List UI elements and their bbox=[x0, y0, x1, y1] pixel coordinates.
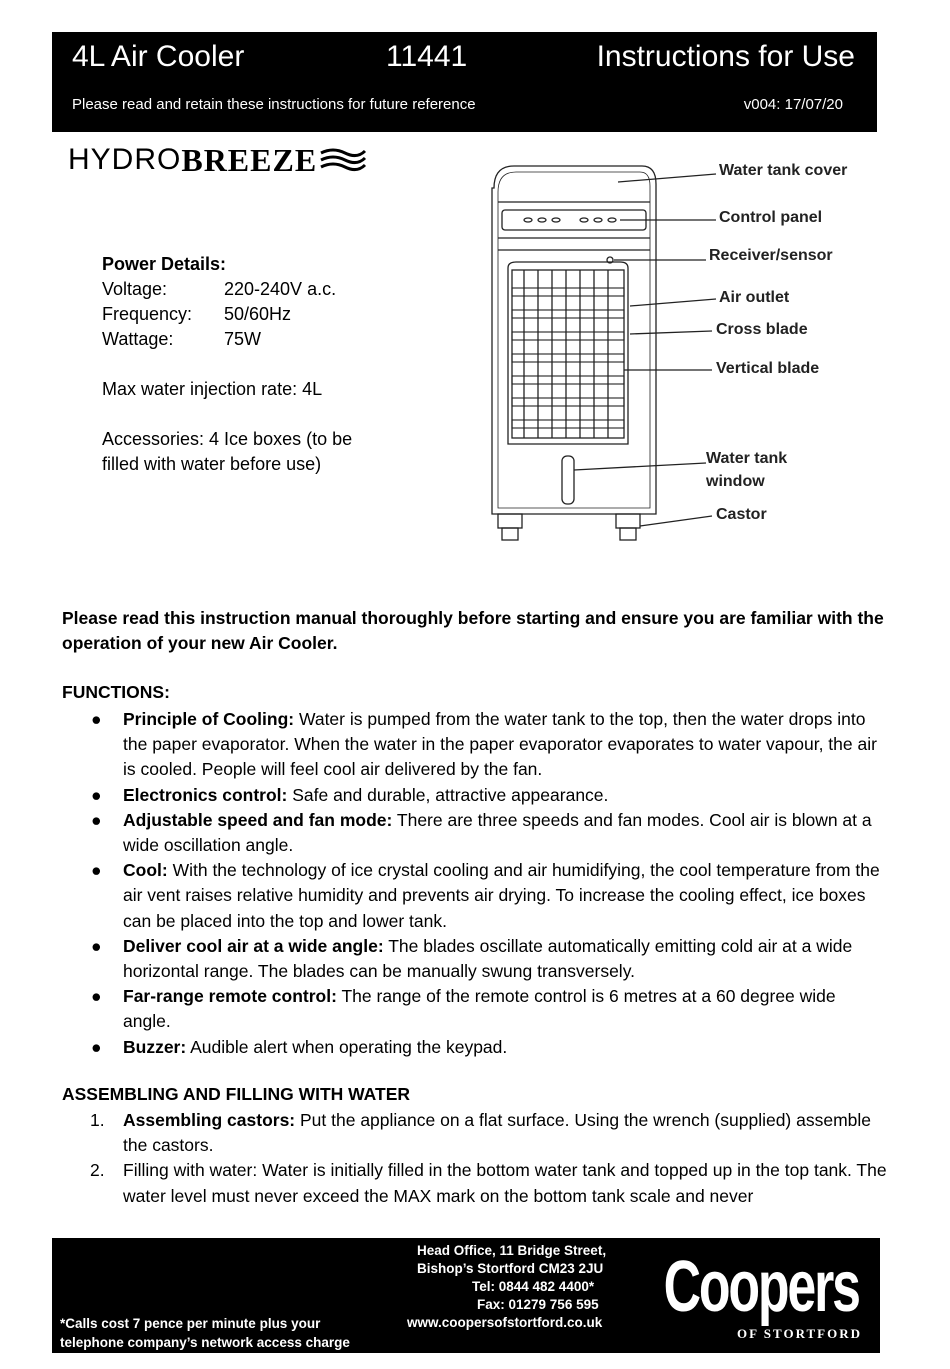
version-label: v004: 17/07/20 bbox=[743, 96, 843, 113]
header-bar bbox=[52, 32, 877, 132]
power-label: Frequency: bbox=[102, 304, 193, 324]
instructions-title: Instructions for Use bbox=[596, 40, 855, 73]
item-text: Audible alert when operating the keypad. bbox=[186, 1036, 508, 1057]
coopers-logo bbox=[630, 1242, 870, 1341]
intro-paragraph: Please read this instruction manual thoroughly before starting and ensure you are familiar with the operation of your new Air Cooler. bbox=[62, 608, 884, 653]
callout-water-tank-window-2: window bbox=[706, 473, 765, 490]
callout-air-outlet: Air outlet bbox=[719, 289, 790, 306]
hydrobreeze-logo bbox=[68, 140, 367, 180]
item-text: With the technology of ice crystal cooling and air humidifying, the cool temperature from the air vent raises relative humidity and prevents air drying. To increase the cooling effect, ice boxes can be placed into the top and lower tank. bbox=[123, 860, 880, 931]
item-title: Buzzer: bbox=[123, 1036, 187, 1057]
power-heading: Power Details: bbox=[102, 254, 227, 274]
head-office-address bbox=[407, 1242, 607, 1332]
call-cost-note bbox=[60, 1314, 350, 1352]
bullet-icon: ● bbox=[91, 809, 102, 830]
power-details bbox=[102, 252, 352, 477]
assembling-heading: ASSEMBLING AND FILLING WITH WATER bbox=[62, 1084, 411, 1104]
step-number: 1. bbox=[90, 1110, 105, 1130]
step-title: Assembling castors: bbox=[123, 1110, 296, 1130]
header-subtitle: Please read and retain these instructions for future reference bbox=[72, 96, 476, 113]
power-label: Wattage: bbox=[102, 329, 174, 349]
callout-cross-blade: Cross blade bbox=[716, 321, 808, 338]
logo-light-text: HYDRO bbox=[68, 143, 182, 176]
website-link[interactable]: www.coopersofstortford.co.uk bbox=[407, 1315, 603, 1330]
step-text: Filling with water: Water is initially filled in the bottom water tank and topped up in the top tank. The water level must never exceed the MAX mark on the bottom tank scale and never bbox=[123, 1160, 887, 1206]
telephone: Tel: 0844 482 4400* bbox=[472, 1279, 595, 1294]
power-value: 220-240V a.c. bbox=[224, 279, 337, 299]
footer-bar bbox=[52, 1238, 880, 1353]
step-text: Put the appliance on a flat surface. Using the wrench (supplied) assemble the castors. bbox=[123, 1110, 872, 1156]
callout-control-panel: Control panel bbox=[719, 209, 823, 226]
callout-receiver-sensor: Receiver/sensor bbox=[709, 247, 833, 264]
item-title: Principle of Cooling: bbox=[123, 709, 295, 729]
logo-bold-text: BREEZE bbox=[181, 141, 318, 178]
list-item bbox=[62, 808, 888, 858]
list-item bbox=[62, 1035, 888, 1060]
item-title: Far-range remote control: bbox=[123, 986, 337, 1007]
item-text: There are three speeds and fan modes. Cool air is blown at a wide oscillation angle. bbox=[123, 809, 872, 856]
bullet-icon: ● bbox=[91, 1036, 102, 1057]
bullet-icon: ● bbox=[91, 860, 102, 881]
callout-water-tank-window-1: Water tank bbox=[706, 450, 788, 467]
fax: Fax: 01279 756 595 bbox=[477, 1297, 599, 1312]
step-number: 2. bbox=[90, 1160, 105, 1181]
brand-sub: OF STORTFORD bbox=[736, 1326, 862, 1341]
power-row bbox=[102, 277, 352, 302]
item-title: Electronics control: bbox=[123, 784, 288, 805]
list-item bbox=[62, 707, 888, 783]
assembling-steps bbox=[62, 1108, 888, 1209]
list-item bbox=[62, 984, 888, 1034]
address-line-2: Bishop’s Stortford CM23 2JU bbox=[417, 1261, 604, 1276]
list-item bbox=[62, 1158, 888, 1208]
item-title: Adjustable speed and fan mode: bbox=[123, 809, 393, 830]
item-text: The blades oscillate automatically emitting cold air at a wide horizontal range. The blades can be manually swung transversely. bbox=[123, 935, 853, 982]
item-text: The range of the remote control is 6 metres at a 60 degree wide angle. bbox=[123, 986, 836, 1032]
max-water: Max water injection rate: 4L bbox=[102, 379, 323, 399]
power-row bbox=[102, 302, 352, 327]
power-value: 50/60Hz bbox=[224, 304, 292, 324]
address-line-1: Head Office, 11 Bridge Street, bbox=[417, 1243, 607, 1258]
item-title: Deliver cool air at a wide angle: bbox=[123, 935, 384, 956]
list-item bbox=[62, 858, 888, 934]
functions-heading: FUNCTIONS: bbox=[62, 682, 170, 702]
bullet-icon: ● bbox=[91, 784, 102, 805]
item-text: Water is pumped from the water tank to the top, then the water drops into the paper evaporator. When the water in the paper evaporator evaporates to water vapour, the air is cooled. People will feel cool air delivered by the fan. bbox=[123, 709, 877, 780]
accessories-line-2: filled with water before use) bbox=[102, 454, 322, 474]
item-text: Safe and durable, attractive appearance. bbox=[287, 784, 609, 805]
product-title: 4L Air Cooler bbox=[72, 40, 245, 73]
bullet-icon: ● bbox=[91, 986, 102, 1007]
bullet-icon: ● bbox=[91, 709, 102, 729]
item-title: Cool: bbox=[123, 860, 168, 881]
callout-water-tank-cover: Water tank cover bbox=[719, 162, 848, 179]
power-value: 75W bbox=[224, 329, 262, 349]
product-code: 11441 bbox=[386, 40, 468, 73]
list-item bbox=[62, 934, 888, 984]
note-line-2: telephone company’s network access charge bbox=[60, 1335, 350, 1350]
accessories-line-1: Accessories: 4 Ice boxes (to be bbox=[102, 429, 353, 449]
power-label: Voltage: bbox=[102, 279, 168, 299]
wave-icon bbox=[319, 145, 367, 175]
product-diagram bbox=[480, 158, 880, 548]
list-item bbox=[62, 1108, 888, 1158]
bullet-icon: ● bbox=[91, 935, 102, 956]
list-item bbox=[62, 783, 888, 808]
brand-name: Coopers bbox=[663, 1247, 859, 1327]
note-line-1: *Calls cost 7 pence per minute plus your bbox=[60, 1316, 321, 1331]
callout-vertical-blade: Vertical blade bbox=[716, 360, 820, 377]
callout-castor: Castor bbox=[716, 506, 767, 523]
power-row bbox=[102, 327, 352, 352]
functions-list bbox=[62, 707, 888, 1060]
